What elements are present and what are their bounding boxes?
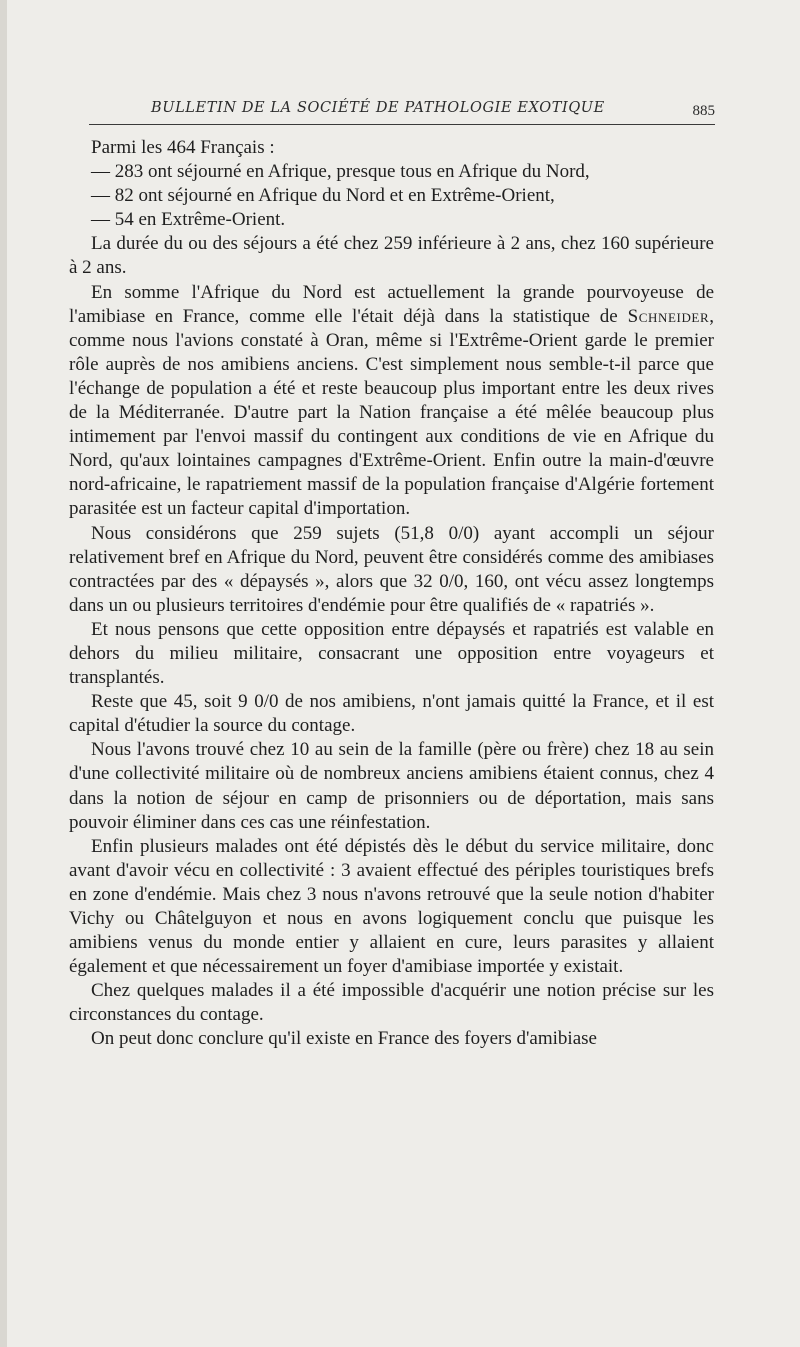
paragraph-conclusion: On peut donc conclure qu'il existe en France des foyers d'amibiase <box>91 1028 597 1050</box>
header-rule <box>89 124 715 125</box>
paragraph-depaysés: Nous considérons que 259 sujets (51,8 0/0) ayant accompli un séjour relativement bref en Afrique du Nord, peuvent être considérés comme des amibiases contractées par des « dépaysés », alors que 32 0/0, 160, ont vécu assez longtemps dans un ou plusieurs territoires d'endémie pour être qualifiés de « rapatriés ». <box>69 522 714 616</box>
running-title: BULLETIN DE LA SOCIÉTÉ DE PATHOLOGIE EXOTIQUE <box>151 100 605 116</box>
list-item-far-east: — 54 en Extrême-Orient. <box>91 209 286 231</box>
body-text <box>69 136 714 1052</box>
paragraph-french-count: Parmi les 464 Français : <box>91 137 275 158</box>
paragraph-text-end: , comme nous l'avions constaté à Oran, même si l'Extrême-Orient garde le premier rôle auprès de nos amibiens anciens. C'est simplement nous semble-t-il parce que l'échange de population a été et reste beaucoup plus important entre les deux rives de la Méditerranée. D'autre part la Nation française a été mêlée beaucoup plus intimement par l'envoi massif du contingent aux conditions de vie en Afrique du Nord, qu'aux lointaines campagnes d'Extrême-Orient. Enfin outre la main-d'œuvre nord-africaine, le rapatriement massif de la population française d'Algérie fortement parasitée est un facteur capital d'importation. <box>69 305 714 520</box>
paragraph-opposition: Et nous pensons que cette opposition entre dépaysés et rapatriés est valable en dehors du milieu militaire, consacrant une opposition entre voyageurs et transplantés. <box>69 618 714 689</box>
list-item-africa: — 283 ont séjourné en Afrique, presque tous en Afrique du Nord, <box>91 161 590 183</box>
page-header <box>151 100 717 124</box>
paragraph-north-africa <box>69 281 714 522</box>
paragraph-stay-duration: La durée du ou des séjours a été chez 259 inférieure à 2 ans, chez 160 supérieure à 2 ans. <box>69 233 714 279</box>
paragraph-text-start: En somme l'Afrique du Nord est actuellement la grande pourvoyeuse de l'amibiase en France, comme elle l'était déjà dans la statistique de <box>69 281 714 327</box>
page-number: 885 <box>692 103 715 119</box>
paragraph-unknown-contagion: Chez quelques malades il a été impossible d'acquérir une notion précise sur les circonstances du contage. <box>69 980 714 1026</box>
author-name: Schneider <box>627 305 710 327</box>
paragraph-contagion-source: Nous l'avons trouvé chez 10 au sein de la famille (père ou frère) chez 18 au sein d'une collectivité militaire où de nombreux anciens amibiens étaient connus, chez 4 dans la notion de séjour en camp de prisonniers ou de déportation, mais sans pouvoir éliminer dans ces cas une réinfestation. <box>69 739 714 833</box>
paragraph-military-service: Enfin plusieurs malades ont été dépistés dès le début du service militaire, donc avant d'avoir vécu en collectivité : 3 avaient effectué des périples touristiques brefs en zone d'endémie. Mais chez 3 nous n'avons retrouvé que la seule notion d'habiter Vichy ou Châtelguyon et nous en avons logiquement conclu que puisque les amibiens venus du monde entier y allaient en cure, leurs parasites y allaient également et que nécessairement un foyer d'amibiase importée y existait. <box>69 835 714 978</box>
paragraph-never-left-france: Reste que 45, soit 9 0/0 de nos amibiens, n'ont jamais quitté la France, et il est capital d'étudier la source du contage. <box>69 691 714 737</box>
list-item-north-africa-far-east: — 82 ont séjourné en Afrique du Nord et en Extrême-Orient, <box>91 185 555 207</box>
